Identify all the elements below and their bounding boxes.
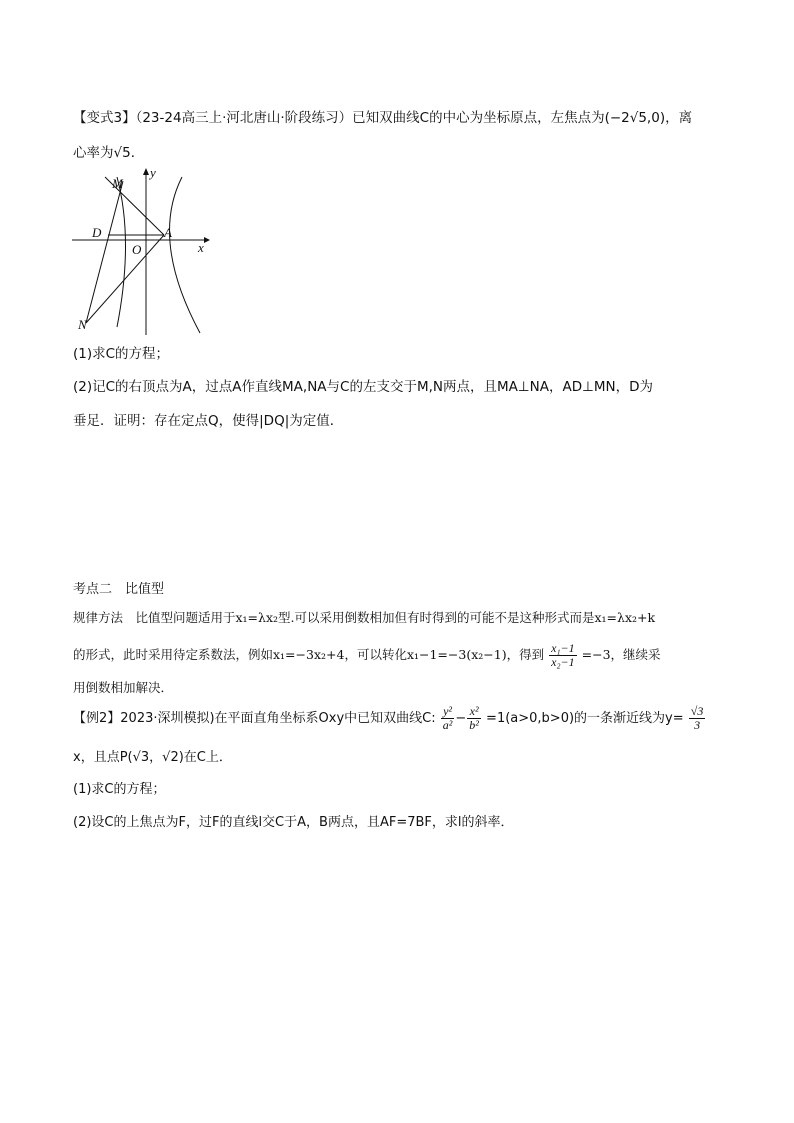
frac3-den: 3 [694, 718, 701, 732]
frac3-num: √3 [690, 704, 704, 718]
method-line2-text-a: 的形式，此时采用待定系数法，例如x₁=−3x₂+4，可以转化x₁−1=−3(x₂−1)，得到 [73, 647, 545, 662]
example2-frac1 [441, 705, 455, 732]
example2-frac2 [467, 705, 481, 732]
variant3-line1: 【变式3】（23-24高三上·河北唐山·阶段练习）已知双曲线C的中心为坐标原点，左焦点为(−2√5,0)，离 [73, 110, 693, 126]
minus-sign: − [455, 711, 467, 726]
right-branch [170, 177, 200, 333]
method-line1: 规律方法 比值型问题适用于x₁=λx₂型.可以采用倒数相加但有时得到的可能不是这种形式而是x₁=λx₂+k [73, 610, 656, 625]
frac2-den: b² [469, 718, 479, 732]
method-line3: 用倒数相加解决． [73, 680, 174, 695]
method-frac-den: x₂−1 [551, 655, 575, 669]
label-O: O [132, 242, 142, 257]
label-M: M [112, 176, 123, 191]
example2-line1 [73, 705, 706, 732]
y-axis-arrow [143, 168, 149, 175]
method-line2-text-b: =−3，继续采 [581, 647, 661, 662]
label-A: A [164, 225, 172, 240]
example2-q1: (1)求C的方程； [73, 782, 166, 797]
label-N: N [78, 317, 87, 332]
variant3-q1: (1)求C的方程； [73, 346, 170, 362]
example2-text-a: 【例2】2023·深圳模拟)在平面直角坐标系Oxy中已知双曲线C: [73, 711, 436, 726]
example2-q2: (2)设C的上焦点为F，过F的直线l交C于A，B两点，且AF=7BF，求l的斜率． [73, 815, 514, 830]
frac1-den: a² [442, 718, 453, 732]
label-y: y [150, 165, 156, 180]
label-D: D [92, 225, 102, 240]
frac1-num: y² [441, 705, 455, 719]
x-axis-arrow [204, 237, 210, 243]
frac2-num: x² [467, 705, 481, 719]
method-frac-num: x₁−1 [551, 641, 575, 655]
section2-heading: 考点二 比值型 [73, 582, 165, 597]
example2-text-b: =1(a>0,b>0)的一条渐近线为y= [486, 711, 684, 726]
method-line2 [73, 642, 661, 669]
example2-frac3 [689, 705, 706, 732]
hyperbola-figure [72, 165, 212, 337]
variant3-q2-line1: (2)记C的右顶点为A，过点A作直线MA,NA与C的左支交于M,N两点，且MA⊥NA，AD⊥MN，D为 [73, 379, 653, 395]
method-fraction [549, 642, 577, 669]
label-x: x [198, 240, 204, 255]
variant3-q2-line2: 垂足．证明：存在定点Q，使得|DQ|为定值． [73, 413, 344, 429]
example2-line2: x，且点P(√3，√2)在C上． [73, 750, 232, 765]
variant3-line2: 心率为√5． [73, 145, 145, 161]
